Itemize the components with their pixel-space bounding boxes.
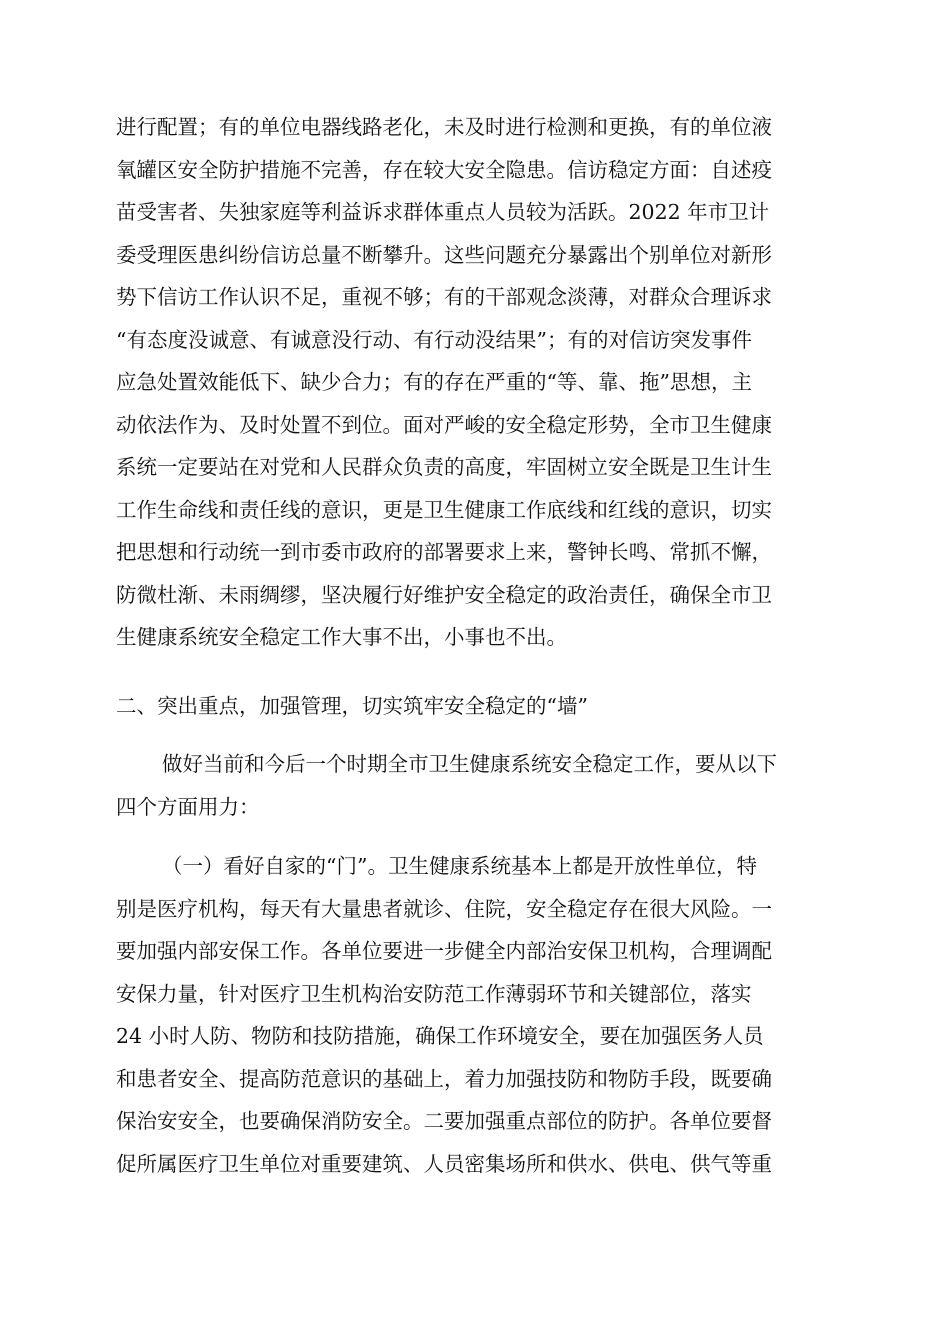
- text-line: 防微杜渐、未雨绸缪，坚决履行好维护安全稳定的政治责任，确保全市卫: [116, 582, 772, 607]
- text-line: 把思想和行动统一到市委市政府的部署要求上来，警钟长鸣、常抓不懈，: [116, 540, 772, 564]
- text-line: 保治安安全，也要确保消防安全。二要加强重点部位的防护。各单位要督: [116, 1109, 772, 1133]
- text-line: 别是医疗机构，每天有大量患者就诊、住院，安全稳定存在很大风险。一: [116, 896, 772, 921]
- text-line: 工作生命线和责任线的意识，更是卫生健康工作底线和红线的意识，切实: [116, 497, 772, 522]
- text-line: 生健康系统安全稳定工作大事不出，小事也不出。: [116, 625, 567, 649]
- paragraph-safety-issues: [116, 106, 836, 659]
- text-line: 势下信访工作认识不足，重视不够；有的干部观念淡薄，对群众合理诉求: [116, 285, 772, 309]
- text-line: 动依法作为、及时处置不到位。面对严峻的安全稳定形势，全市卫生健康: [116, 412, 772, 437]
- heading-text: 二、突出重点，加强管理，切实筑牢安全稳定的“墙”: [116, 694, 588, 718]
- text-line: 应急处置效能低下、缺少合力；有的存在严重的“等、靠、拖”思想，主: [116, 370, 752, 394]
- section-heading: [116, 685, 836, 728]
- text-line: “有态度没诚意、有诚意没行动、有行动没结果”；有的对信访突发事件: [116, 327, 752, 352]
- text-line: 24 小时人防、物防和技防措施，确保工作环境安全，要在加强医务人员: [116, 1024, 764, 1048]
- text-line: （一）看好自家的“门”。卫生健康系统基本上都是开放性单位，特: [162, 854, 757, 878]
- text-line: 系统一定要站在对党和人民群众负责的高度，牢固树立安全既是卫生计生: [116, 455, 772, 479]
- text-line: 进行配置；有的单位电器线路老化，未及时进行检测和更换，有的单位液: [116, 115, 772, 139]
- paragraph-intro: [116, 743, 836, 828]
- text-line: 促所属医疗卫生单位对重要建筑、人员密集场所和供水、供电、供气等重: [116, 1151, 772, 1176]
- text-line: 做好当前和今后一个时期全市卫生健康系统安全稳定工作，要从以下: [162, 752, 777, 776]
- text-line: 氧罐区安全防护措施不完善，存在较大安全隐患。信访稳定方面：自述疫: [116, 157, 772, 182]
- text-line: 苗受害者、失独家庭等利益诉求群体重点人员较为活跃。2022 年市卫计: [116, 200, 770, 224]
- text-line: 四个方面用力：: [116, 794, 260, 819]
- text-line: 要加强内部安保工作。各单位要进一步健全内部治安保卫机构，合理调配: [116, 939, 772, 963]
- paragraph-item-one: [116, 845, 836, 1185]
- text-line: 和患者安全、提高防范意识的基础上，着力加强技防和物防手段，既要确: [116, 1066, 772, 1091]
- text-line: 安保力量，针对医疗卫生机构治安防范工作薄弱环节和关键部位，落实: [116, 981, 752, 1006]
- text-line: 委受理医患纠纷信访总量不断攀升。这些问题充分暴露出个别单位对新形: [116, 242, 772, 267]
